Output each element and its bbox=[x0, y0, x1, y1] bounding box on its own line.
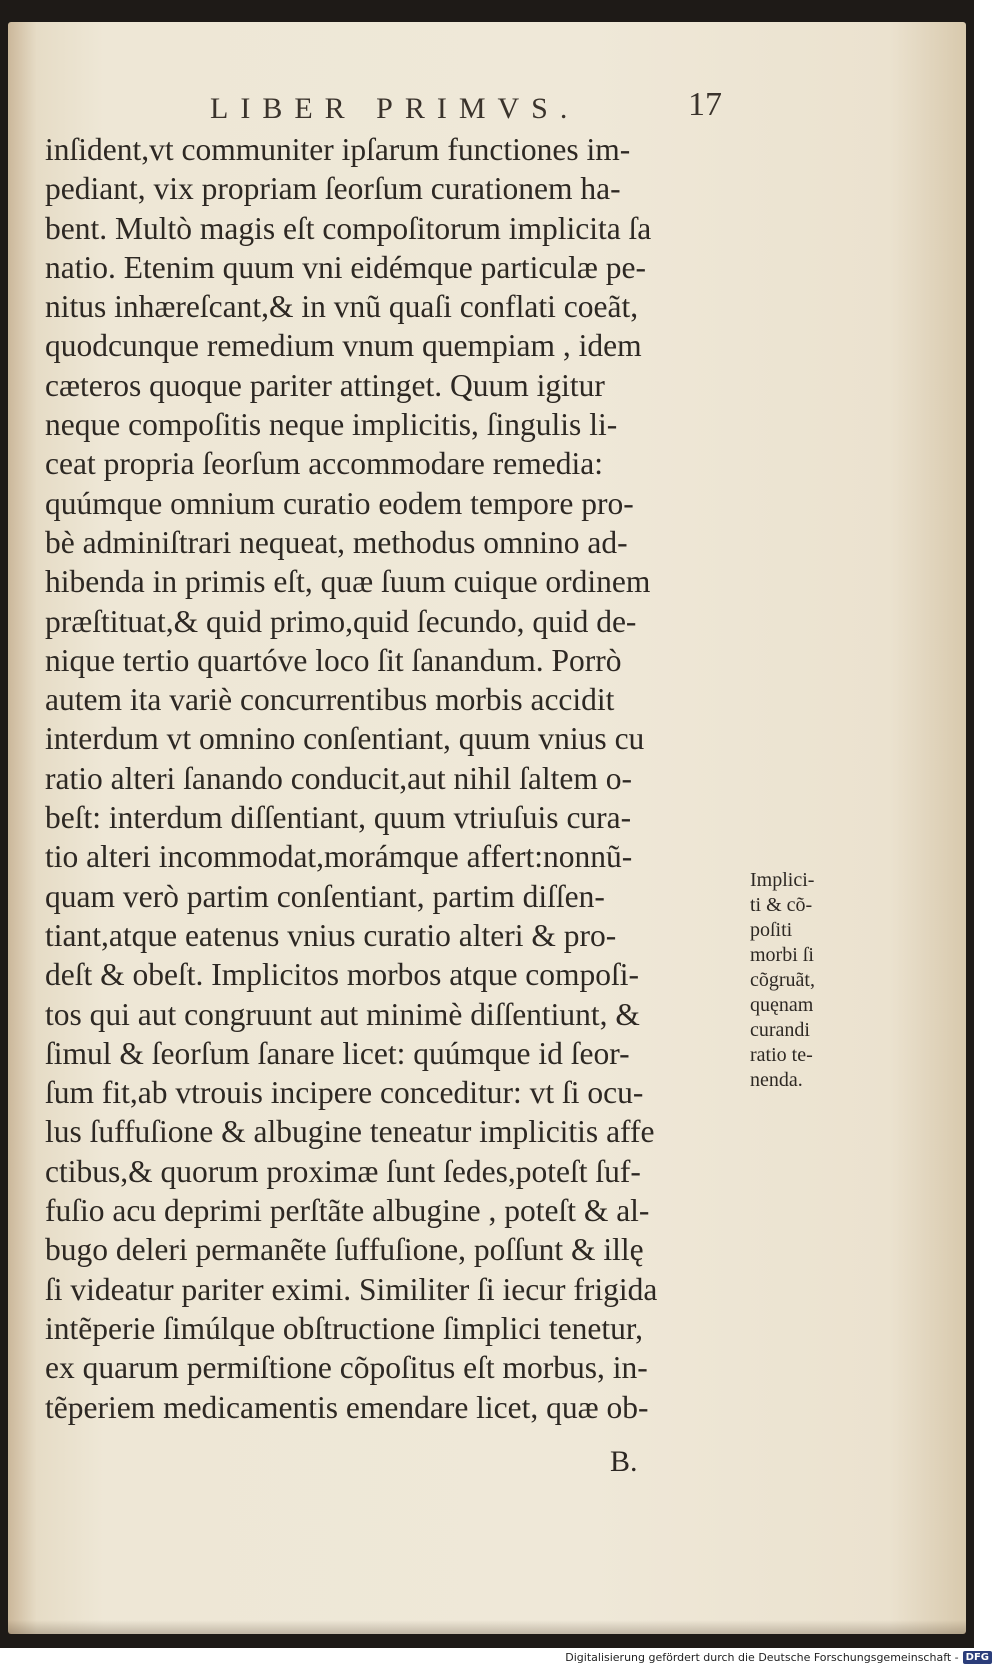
margin-note-line: nenda. bbox=[750, 1069, 803, 1091]
text-line: quúmque omnium curatio eodem tempore pro- bbox=[45, 485, 634, 521]
margin-note-line: ratio te- bbox=[750, 1044, 813, 1066]
text-line: hibenda in primis eſt, quæ ſuum cuique ordinem bbox=[45, 564, 651, 600]
text-line: pediant, vix propriam ſeorſum curationem ha- bbox=[45, 171, 621, 207]
text-line: fuſio acu deprimi perſtãte albugine , poteſt & al- bbox=[45, 1193, 650, 1229]
credit-text: Digitalisierung gefördert durch die Deutsche Forschungsgemeinschaft - bbox=[565, 1650, 959, 1664]
text-line: tio alteri incommodat,morámque affert:nonnũ- bbox=[45, 839, 633, 875]
margin-note-line: Implici- bbox=[750, 869, 815, 891]
running-title: LIBER PRIMVS. bbox=[210, 92, 580, 125]
text-line: intẽperie ſimúlque obſtructione ſimplici tenetur, bbox=[45, 1310, 643, 1346]
text-line: nitus inhæreſcant,& in vnũ quaſi conflati coeãt, bbox=[45, 289, 639, 325]
margin-note-line: quęnam bbox=[750, 994, 814, 1016]
text-line: tiant,atque eatenus vnius curatio alteri & pro- bbox=[45, 917, 617, 953]
signature-mark: B. bbox=[610, 1445, 638, 1478]
text-line: tẽperiem medicamentis emendare licet, quæ ob- bbox=[45, 1389, 649, 1425]
digitization-credit bbox=[565, 1648, 992, 1666]
text-line: tos qui aut congruunt aut minimè diſſentiunt, & bbox=[45, 996, 640, 1032]
text-line: ſum fit,ab vtrouis incipere conceditur: vt ſi ocu- bbox=[45, 1075, 644, 1111]
margin-note-line: curandi bbox=[750, 1019, 810, 1041]
text-line: ratio alteri ſanando conducit,aut nihil ſaltem o- bbox=[45, 760, 632, 796]
text-line: ſimul & ſeorſum ſanare licet: quúmque id ſeor- bbox=[45, 1035, 630, 1071]
text-line: ceat propria ſeorſum accommodare remedia: bbox=[45, 446, 603, 482]
body-text bbox=[45, 130, 745, 1427]
text-line: inſident,vt communiter ipſarum functiones im- bbox=[45, 132, 631, 167]
text-line: autem ita variè concurrentibus morbis accidit bbox=[45, 682, 615, 718]
text-line: bè adminiſtrari nequeat, methodus omnino ad- bbox=[45, 524, 628, 560]
text-line: natio. Etenim quum vni eidémque particulæ pe- bbox=[45, 249, 646, 285]
margin-note-line: ti & cõ- bbox=[750, 894, 813, 916]
text-line: quam verò partim conſentiant, partim diſſen- bbox=[45, 878, 605, 914]
text-line: ſi videatur pariter eximi. Similiter ſi iecur frigida bbox=[45, 1271, 658, 1307]
text-line: nique tertio quartóve loco ſit ſanandum. Porrò bbox=[45, 642, 622, 678]
margin-note-line: poſiti bbox=[750, 919, 793, 941]
text-line: cæteros quoque pariter attinget. Quum igitur bbox=[45, 367, 605, 403]
dfg-logo: DFG bbox=[963, 1651, 992, 1664]
text-line: interdum vt omnino conſentiant, quum vnius cu bbox=[45, 721, 645, 757]
page-number: 17 bbox=[688, 86, 722, 123]
text-line: lus ſuffuſione & albugine teneatur implicitis affe bbox=[45, 1114, 655, 1150]
margin-note-line: cõgruãt, bbox=[750, 969, 815, 991]
text-line: deſt & obeſt. Implicitos morbos atque compoſi- bbox=[45, 957, 640, 993]
margin-note bbox=[750, 868, 860, 1093]
text-line: beſt: interdum diſſentiant, quum vtriuſuis cura- bbox=[45, 800, 632, 836]
text-line: quodcunque remedium vnum quempiam , idem bbox=[45, 328, 642, 364]
margin-note-line: morbi ſi bbox=[750, 944, 814, 966]
text-line: bugo deleri permanẽte ſuffuſione, poſſunt & illę bbox=[45, 1232, 644, 1268]
text-line: ctibus,& quorum proximæ ſunt ſedes,poteſt ſuf- bbox=[45, 1153, 641, 1189]
text-line: præſtituat,& quid primo,quid ſecundo, quid de- bbox=[45, 603, 637, 639]
text-line: neque compoſitis neque implicitis, ſingulis li- bbox=[45, 407, 618, 443]
text-line: bent. Multò magis eſt compoſitorum implicita ſa bbox=[45, 210, 652, 246]
text-line: ex quarum permiſtione cõpoſitus eſt morbus, in- bbox=[45, 1350, 648, 1386]
